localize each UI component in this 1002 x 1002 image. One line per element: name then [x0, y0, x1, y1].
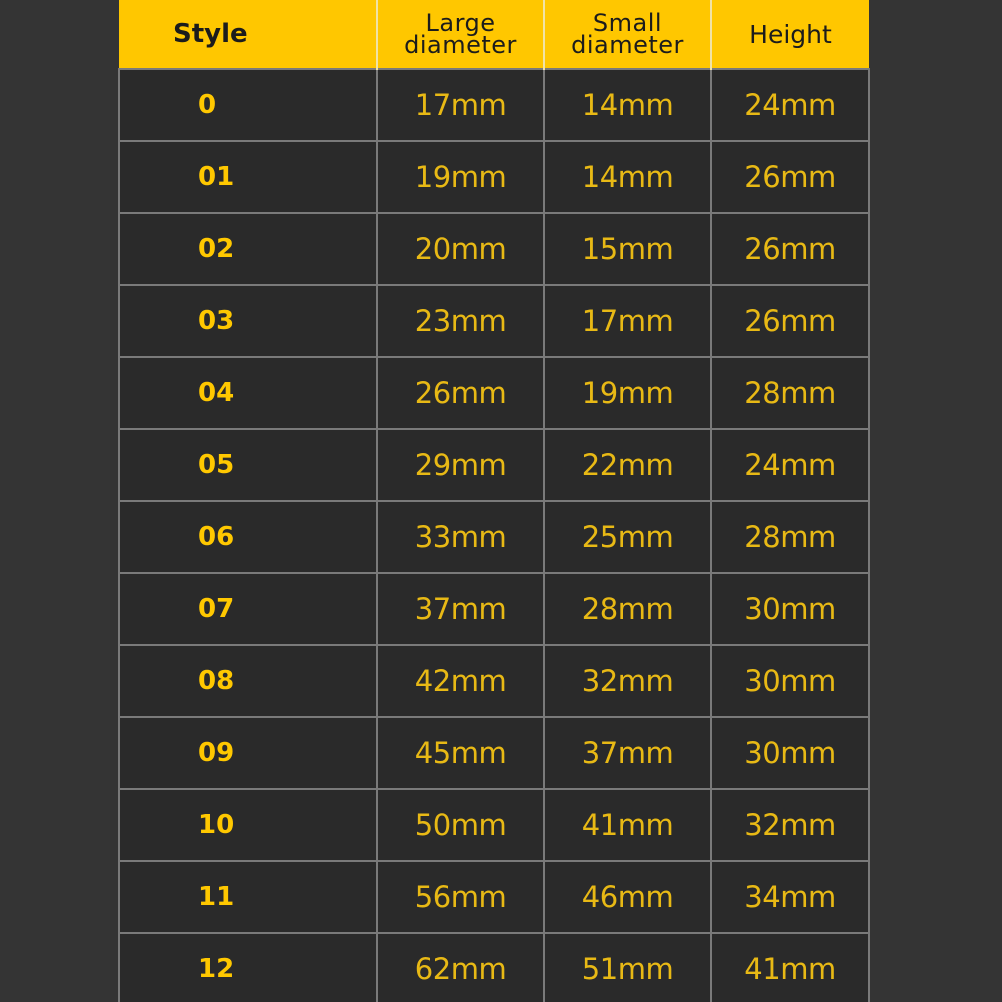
cell-small-diameter: 17mm	[544, 285, 711, 357]
cell-height: 32mm	[711, 789, 869, 861]
cell-height: 28mm	[711, 357, 869, 429]
cell-large-diameter: 56mm	[377, 861, 544, 933]
cell-style: 11	[119, 861, 377, 933]
cell-style: 0	[119, 69, 377, 141]
table-row	[119, 357, 869, 429]
cell-style: 10	[119, 789, 377, 861]
cell-style: 06	[119, 501, 377, 573]
header-row	[119, 0, 869, 69]
cell-large-diameter: 20mm	[377, 213, 544, 285]
cell-small-diameter: 41mm	[544, 789, 711, 861]
table-body	[119, 69, 869, 1002]
cell-small-diameter: 46mm	[544, 861, 711, 933]
cell-style: 03	[119, 285, 377, 357]
header-small-line2: diameter	[571, 31, 684, 59]
cell-large-diameter: 50mm	[377, 789, 544, 861]
cell-small-diameter: 51mm	[544, 933, 711, 1002]
cell-small-diameter: 37mm	[544, 717, 711, 789]
header-large-line2: diameter	[404, 31, 517, 59]
header-large-diameter	[377, 0, 544, 69]
cell-style: 01	[119, 141, 377, 213]
cell-style: 12	[119, 933, 377, 1002]
cell-height: 24mm	[711, 429, 869, 501]
cell-small-diameter: 14mm	[544, 141, 711, 213]
cell-style: 04	[119, 357, 377, 429]
cell-height: 34mm	[711, 861, 869, 933]
cell-large-diameter: 29mm	[377, 429, 544, 501]
table-header	[119, 0, 869, 69]
table-row	[119, 285, 869, 357]
header-small-line1: Small	[592, 9, 663, 37]
cell-small-diameter: 14mm	[544, 69, 711, 141]
cell-height: 26mm	[711, 141, 869, 213]
cell-height: 28mm	[711, 501, 869, 573]
cell-large-diameter: 62mm	[377, 933, 544, 1002]
table-row	[119, 141, 869, 213]
cell-small-diameter: 19mm	[544, 357, 711, 429]
cell-height: 30mm	[711, 573, 869, 645]
header-style: Style	[119, 0, 377, 69]
cell-style: 07	[119, 573, 377, 645]
cell-height: 30mm	[711, 717, 869, 789]
header-height: Height	[711, 0, 869, 69]
cell-large-diameter: 19mm	[377, 141, 544, 213]
cell-style: 08	[119, 645, 377, 717]
cell-large-diameter: 37mm	[377, 573, 544, 645]
table-row	[119, 645, 869, 717]
table-row	[119, 69, 869, 141]
header-small-diameter	[544, 0, 711, 69]
cell-small-diameter: 32mm	[544, 645, 711, 717]
cell-style: 02	[119, 213, 377, 285]
table-row	[119, 501, 869, 573]
cell-small-diameter: 15mm	[544, 213, 711, 285]
cell-large-diameter: 45mm	[377, 717, 544, 789]
cell-height: 26mm	[711, 213, 869, 285]
cell-height: 26mm	[711, 285, 869, 357]
cell-style: 09	[119, 717, 377, 789]
cell-style: 05	[119, 429, 377, 501]
cell-small-diameter: 25mm	[544, 501, 711, 573]
cell-large-diameter: 26mm	[377, 357, 544, 429]
table-row	[119, 213, 869, 285]
cell-large-diameter: 33mm	[377, 501, 544, 573]
cell-large-diameter: 17mm	[377, 69, 544, 141]
cell-height: 41mm	[711, 933, 869, 1002]
cell-large-diameter: 23mm	[377, 285, 544, 357]
table-row	[119, 933, 869, 1002]
table-row	[119, 789, 869, 861]
cell-large-diameter: 42mm	[377, 645, 544, 717]
cell-height: 24mm	[711, 69, 869, 141]
cell-height: 30mm	[711, 645, 869, 717]
table-row	[119, 429, 869, 501]
table-row	[119, 717, 869, 789]
cell-small-diameter: 22mm	[544, 429, 711, 501]
size-table	[118, 0, 870, 1002]
cell-small-diameter: 28mm	[544, 573, 711, 645]
table-row	[119, 861, 869, 933]
table-row	[119, 573, 869, 645]
header-large-line1: Large	[425, 9, 496, 37]
